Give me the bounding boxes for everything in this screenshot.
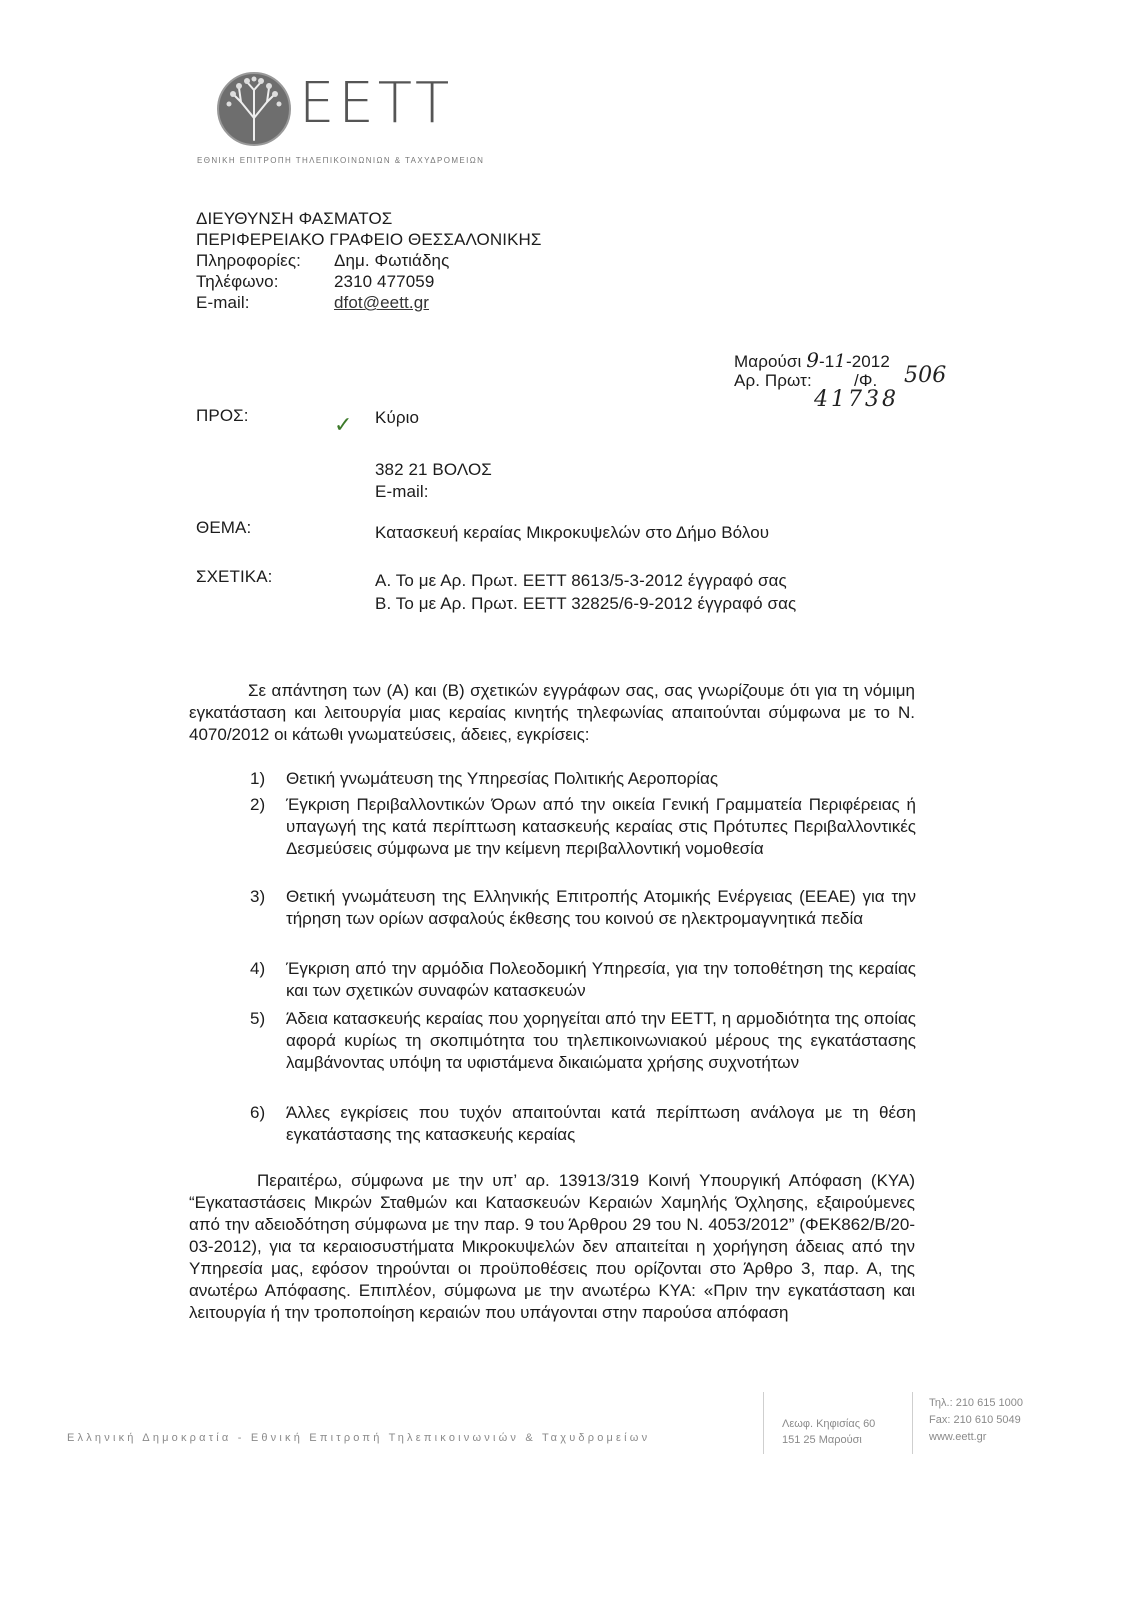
date-handwritten-month: 1	[834, 351, 846, 372]
info-value: Δημ. Φωτιάδης	[334, 251, 450, 270]
footer-address-line2: 151 25 Μαρούσι	[782, 1434, 862, 1446]
list-item-number: 1)	[250, 769, 266, 788]
list-item-number: 5)	[250, 1009, 266, 1028]
body-closing-paragraph: Περαιτέρω, σύμφωνα με την υπ’ αρ. 13913/319 Κοινή Υπουργική Απόφαση (ΚΥΑ) “Εγκαταστάσεις Μικρών Σταθμών και Κατασκευών Κεραιών Χαμηλής Όχλησης, εξαιρούμενες από την αδειοδότηση σύμφωνα με την παρ. 9 του Άρθρου 29 του Ν. 4053/2012” (ΦΕΚ862/Β/20-03-2012), για τα κεραιοσυστήματα Μικροκυψελών δεν απαιτείται η χορήγηση άδειας από την Υπηρεσία μας, εφόσον τηρούνται οι προϋποθέσεις που ορίζονται στο Άρθρο 3, παρ. Α, της ανωτέρω Απόφασης. Επιπλέον, σύμφωνα με την ανωτέρω ΚΥΑ: «Πριν την εγκατάσταση και λειτουργία ή την τροποποίηση κεραιών που υπάγονται στην παρούσα απόφαση	[189, 1171, 915, 1322]
footer-tel: Τηλ.: 210 615 1000	[929, 1397, 1023, 1409]
protocol-line	[734, 370, 878, 392]
recipient-address: 382 21 ΒΟΛΟΣ	[375, 460, 492, 479]
footer-organization: Ελληνική Δημοκρατία - Εθνική Επιτροπή Τηλεπικοινωνιών & Ταχυδρομείων	[67, 1432, 651, 1444]
related-item-a: Α. Το με Αρ. Πρωτ. ΕΕΤΤ 8613/5-3-2012 έγγραφό σας	[375, 571, 787, 590]
protocol-label: Αρ. Πρωτ:	[734, 371, 812, 390]
list-item-number: 2)	[250, 795, 266, 814]
logo-subtitle: ΕΘΝΙΚΗ ΕΠΙΤΡΟΠΗ ΤΗΛΕΠΙΚΟΙΝΩΝΙΩΝ & ΤΑΧΥΔΡΟΜΕΙΩΝ	[197, 156, 485, 165]
list-item-text: Θετική γνωμάτευση της Υπηρεσίας Πολιτικής Αεροπορίας	[286, 769, 719, 788]
email-label: E-mail:	[196, 293, 250, 312]
date-prefix: Μαρούσι	[734, 352, 802, 371]
list-item-number: 4)	[250, 959, 266, 978]
footer-contact	[929, 1395, 1023, 1446]
recipient-email-label: E-mail:	[375, 482, 429, 501]
sender-email-link[interactable]: dfot@eett.gr	[334, 293, 430, 312]
protocol-sep: /Φ.	[854, 371, 878, 390]
sender-directorate: ΔΙΕΥΘΥΝΣΗ ΦΑΣΜΑΤΟΣ	[196, 209, 393, 228]
info-label: Πληροφορίες:	[196, 251, 301, 270]
tree-emblem-icon	[215, 70, 293, 148]
footer-divider	[763, 1392, 764, 1454]
sender-phone-row	[196, 271, 542, 292]
check-mark-icon: ✓	[334, 412, 353, 437]
requirements-list	[250, 768, 916, 1148]
sender-office: ΠΕΡΙΦΕΡΕΙΑΚΟ ΓΡΑΦΕΙΟ ΘΕΣΣΑΛΟΝΙΚΗΣ	[196, 230, 542, 249]
list-item-text: Άδεια κατασκευής κεραίας που χορηγείται από την ΕΕΤΤ, η αρμοδιότητα της οποίας αφορά κυρίως τη σκοπιμότητα του τηλεπικοινωνιακού μέρους της εγκατάστασης λαμβάνοντας υπόψη τα υφιστάμενα δικαιώματα χρήσης συχνοτήτων	[286, 1009, 916, 1072]
date-mid: -1	[819, 352, 835, 371]
list-item-text: Θετική γνωμάτευση της Ελληνικής Επιτροπής Ατομικής Ενέργειας (ΕΕΑΕ) για την τήρηση των ορίων ασφαλούς έκθεσης του κοινού σε ηλεκτρομαγνητικά πεδία	[286, 887, 916, 928]
list-item-text: Άλλες εγκρίσεις που τυχόν απαιτούνται κατά περίπτωση ανάλογα με τη θέση εγκατάστασης της κατασκευής κεραίας	[286, 1103, 916, 1144]
recipient-label: ΠΡΟΣ:	[196, 406, 249, 425]
protocol-handwritten-code: 506	[904, 363, 947, 388]
footer-divider	[912, 1392, 913, 1454]
list-item-text: Έγκριση από την αρμόδια Πολεοδομική Υπηρεσία, για την τοποθέτηση της κεραίας και των σχετικών συναφών κατασκευών	[286, 959, 916, 1000]
footer-address-line1: Λεωφ. Κηφισίας 60	[782, 1418, 876, 1430]
related-label: ΣΧΕΤΙΚΑ:	[196, 567, 273, 586]
footer-web-link[interactable]: www.eett.gr	[929, 1431, 987, 1443]
eett-logo	[197, 70, 485, 170]
date-protocol-block	[734, 349, 994, 439]
footer-fax: Fax: 210 610 5049	[929, 1414, 1021, 1426]
subject-label: ΘΕΜΑ:	[196, 518, 252, 537]
list-item-number: 3)	[250, 887, 266, 906]
sender-info-row	[196, 250, 542, 271]
phone-value: 2310 477059	[334, 272, 435, 291]
subject-text: Κατασκευή κεραίας Μικροκυψελών στο Δήμο Βόλου	[375, 523, 770, 542]
phone-label: Τηλέφωνο:	[196, 272, 279, 291]
sender-block	[196, 208, 542, 313]
body-intro-paragraph: Σε απάντηση των (Α) και (Β) σχετικών εγγράφων σας, σας γνωρίζουμε ότι για τη νόμιμη εγκατάσταση και λειτουργία μιας κεραίας κινητής τηλεφωνίας απαιτούνται σύμφωνα με το Ν. 4070/2012 οι κάτωθι γνωματεύσεις, άδειες, εγκρίσεις:	[189, 681, 915, 744]
footer-address	[782, 1416, 875, 1448]
related-item-b: Β. Το με Αρ. Πρωτ. ΕΕΤΤ 32825/6-9-2012 έγγραφό σας	[375, 594, 797, 613]
protocol-handwritten-number: 41738	[814, 387, 899, 412]
list-item-text: Έγκριση Περιβαλλοντικών Όρων από την οικεία Γενική Γραμματεία Περιφέρειας ή υπαγωγή της κατά περίπτωση κατασκευής κεραίας στις Πρότυπες Περιβαλλοντικές Δεσμεύσεις σύμφωνα με την κείμενη περιβαλλοντική νομοθεσία	[286, 795, 916, 858]
logo-wordmark: EETT	[299, 71, 454, 136]
date-handwritten-day: 9	[806, 348, 820, 372]
date-suffix: -2012	[845, 352, 890, 371]
recipient-salutation: Κύριο	[375, 408, 420, 427]
sender-email-row	[196, 292, 542, 313]
list-item-number: 6)	[250, 1103, 266, 1122]
